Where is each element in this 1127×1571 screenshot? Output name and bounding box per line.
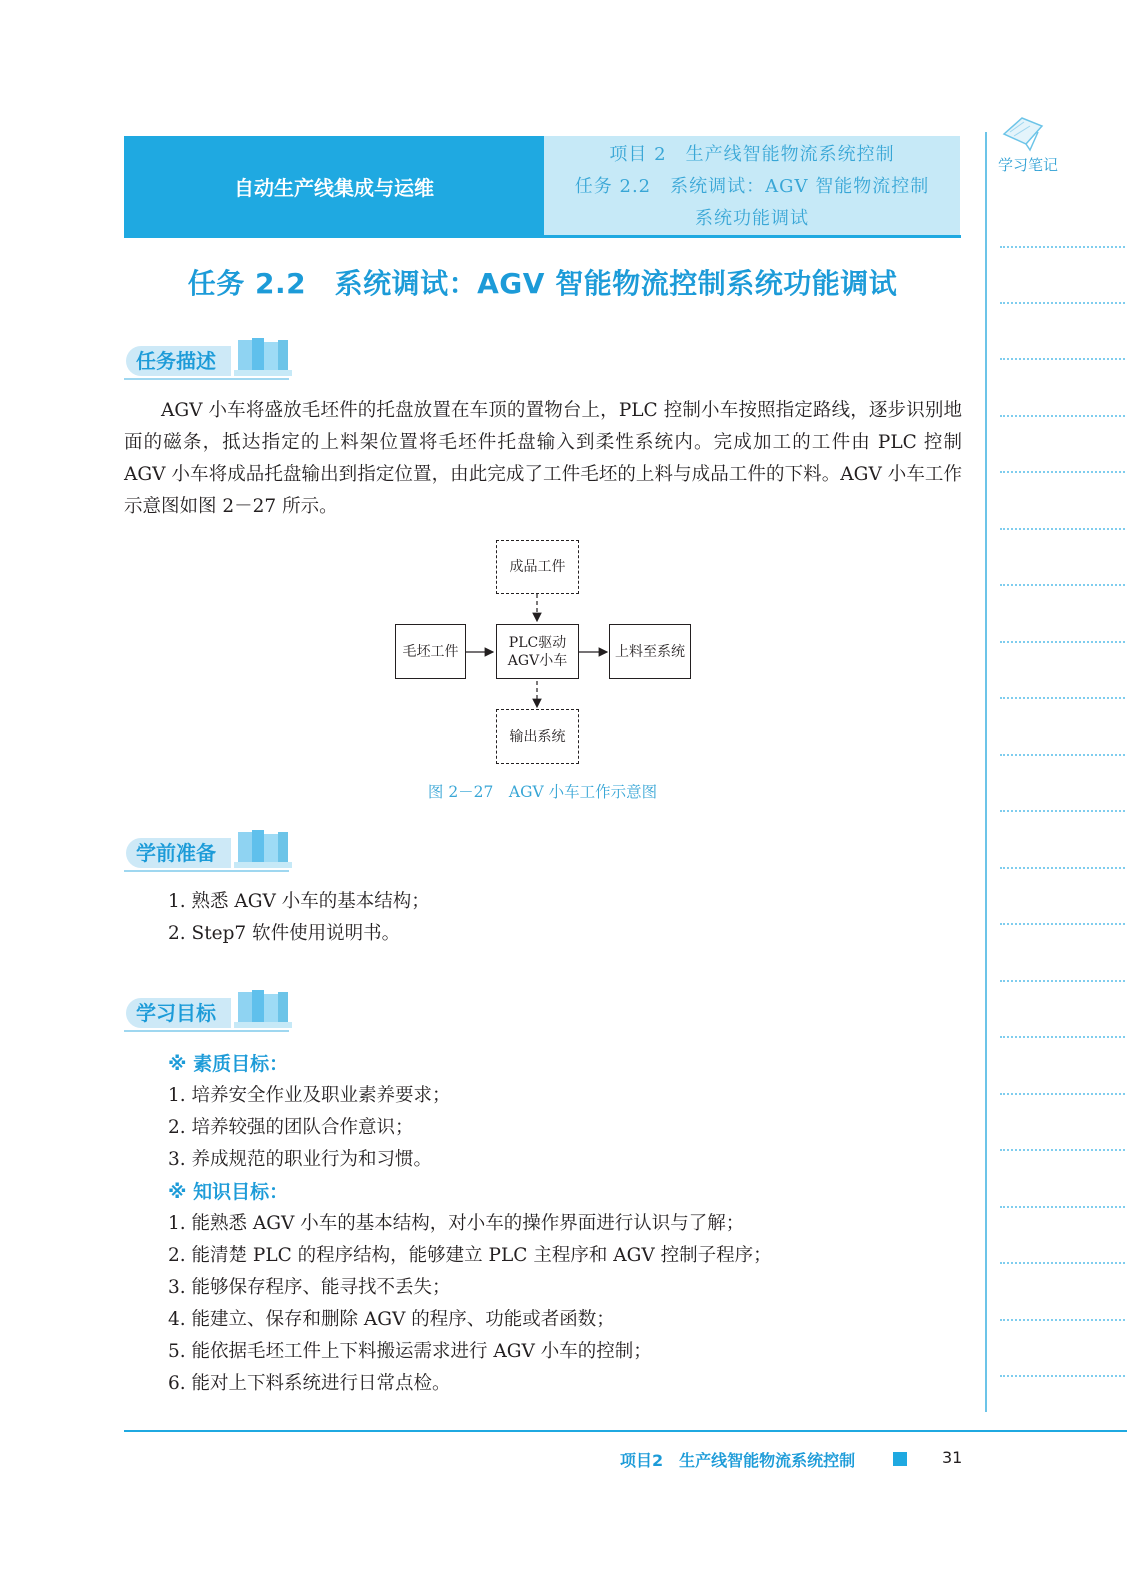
section-tag-prep [124,832,299,872]
note-line [1000,1149,1125,1151]
note-line [1000,641,1125,643]
section-label: 学习目标 [126,998,231,1028]
books-icon [234,334,294,378]
note-line [1000,697,1125,699]
diagram-node-plc-agv [496,624,579,679]
note-line [1000,810,1125,812]
list-item: 3. 养成规范的职业行为和习惯。 [168,1149,433,1170]
note-line [1000,923,1125,925]
notes-column-rule [985,132,987,1412]
note-line [1000,1206,1125,1208]
note-line [1000,302,1125,304]
note-line [1000,358,1125,360]
note-line [1000,415,1125,417]
section-label: 任务描述 [126,346,231,376]
list-item: 1. 熟悉 AGV 小车的基本结构； [168,891,430,912]
section-tag-goals [124,992,299,1032]
list-item: 2. Step7 软件使用说明书。 [168,923,401,944]
section-underline [124,378,289,380]
task-line-2: 系统功能调试 [695,208,809,229]
list-item: 5. 能依据毛坯工件上下料搬运需求进行 AGV 小车的控制； [168,1341,652,1362]
node-label: AGV小车 [507,652,568,669]
list-item: 6. 能对上下料系统进行日常点检。 [168,1373,451,1394]
task-line-1: 任务 2.2 系统调试：AGV 智能物流控制 [574,176,930,197]
notes-paper-icon [1000,112,1046,152]
task-desc-text: AGV 小车将盛放毛坯件的托盘放置在车顶的置物台上，PLC 控制小车按照指定路线，逐步识别地面的磁条，抵达指定的上料架位置将毛坯件托盘输入到柔性系统内。完成加工的工件由 PLC 控制 AGV 小车将成品托盘输出到指定位置，由此完成了工件毛坯的上料与成品工件的下料。AGV 小车工作示意图如图 2－27 所示。 [124,400,962,517]
node-label: 成品工件 [509,559,566,575]
section-label: 学前准备 [126,838,231,868]
note-line [1000,1262,1125,1264]
list-item: 2. 培养较强的团队合作意识； [168,1117,414,1138]
diagram-node-load-to-system [609,624,691,679]
book-title-banner [124,136,544,236]
knowledge-goals-heading: ※ 知识目标： [168,1181,289,1203]
note-line [1000,1319,1125,1321]
list-item: 1. 培养安全作业及职业素养要求； [168,1085,451,1106]
list-item: 2. 能清楚 PLC 的程序结构，能够建立 PLC 主程序和 AGV 控制子程序； [168,1245,772,1266]
note-line [1000,980,1125,982]
note-line [1000,246,1125,248]
section-underline [124,870,289,872]
section-tag-task-desc [124,340,299,380]
books-icon [234,826,294,870]
task-desc-paragraph [124,395,962,523]
node-label: PLC驱动 [508,634,567,651]
diagram-node-blank-part [395,624,466,679]
diagram-node-finished-part [496,540,579,594]
note-line [1000,1093,1125,1095]
goals-list [168,1048,772,1400]
figure-caption: 图 2－27 AGV 小车工作示意图 [427,783,658,801]
quality-goals-heading: ※ 素质目标： [168,1053,289,1075]
note-line [1000,528,1125,530]
footer-rule [124,1430,1127,1432]
project-line: 项目 2 生产线智能物流系统控制 [609,144,895,165]
footer-running-title: 项目2 生产线智能物流系统控制 [620,1451,856,1470]
node-label: 输出系统 [509,728,566,745]
page-number: 31 [942,1448,963,1467]
list-item: 1. 能熟悉 AGV 小车的基本结构，对小车的操作界面进行认识与了解； [168,1213,745,1234]
page-title: 任务 2.2 系统调试：AGV 智能物流控制系统功能调试 [187,267,898,300]
note-line [1000,754,1125,756]
node-label: 毛坯工件 [402,643,459,660]
list-item: 3. 能够保存程序、能寻找不丢失； [168,1277,451,1298]
note-line [1000,867,1125,869]
section-underline [124,1030,289,1032]
diagram-node-output-system [496,709,579,764]
node-label: 上料至系统 [615,643,685,660]
note-line [1000,584,1125,586]
books-icon [234,986,294,1030]
note-line [1000,471,1125,473]
prep-list [168,886,430,950]
list-item: 4. 能建立、保存和删除 AGV 的程序、功能或者函数； [168,1309,615,1330]
footer-square-icon [893,1452,907,1466]
chapter-banner [544,136,960,236]
book-title: 自动生产线集成与运维 [234,175,434,200]
note-line [1000,1036,1125,1038]
note-line [1000,1375,1125,1377]
notes-label: 学习笔记 [998,156,1059,174]
header-rule [124,235,961,238]
